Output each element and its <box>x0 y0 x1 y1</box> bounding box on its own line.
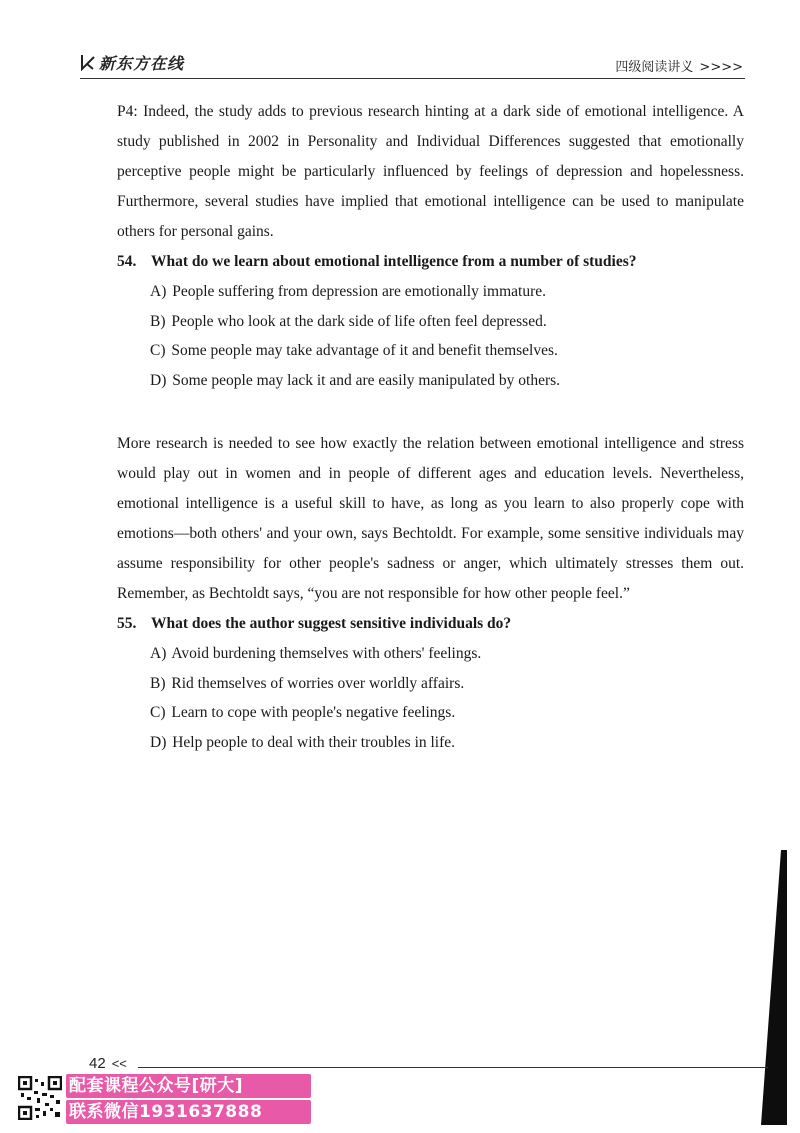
passage-p4: P4: Indeed, the study adds to previous research hinting at a dark side of emotional intelligence. A study published in 2002 in Personality and Individual Differences suggested that emotionally perceptive people might be particularly influenced by feelings of depression and hopelessness. Furthermore, several studies have implied that emotional intelligence can be used to manipulate others for personal gains. <box>117 103 744 240</box>
qr-code-icon <box>18 1076 62 1120</box>
page-number <box>89 1055 127 1072</box>
page-header <box>80 48 745 79</box>
option-letter: A) <box>150 645 167 662</box>
page-number-value: 42 <box>89 1055 106 1072</box>
option-text: People suffering from depression are emotionally immature. <box>172 283 546 300</box>
logo-text: 新东方在线 <box>99 53 185 73</box>
question-text: What do we learn about emotional intelligence from a number of studies? <box>151 253 637 270</box>
option-letter: D) <box>150 371 167 389</box>
option-text: Rid themselves of worries over worldly affairs. <box>171 674 465 692</box>
option-text: Learn to cope with people's negative feelings. <box>171 704 456 721</box>
question-54-options <box>150 277 744 395</box>
option-letter: B) <box>150 312 166 330</box>
footer-rule <box>138 1067 768 1068</box>
header-title <box>615 56 743 75</box>
option-a <box>150 277 744 307</box>
question-number: 55. <box>117 615 137 632</box>
option-letter: A) <box>150 283 167 300</box>
question-number: 54. <box>117 253 137 270</box>
option-b <box>150 307 744 337</box>
promo-line-2: 联系微信1931637888 <box>66 1100 311 1124</box>
option-text: Avoid burdening themselves with others' feelings. <box>171 645 482 662</box>
option-text: People who look at the dark side of life often feel depressed. <box>171 312 547 330</box>
logo-mark-icon <box>80 53 96 71</box>
header-arrows: >>>> <box>699 60 743 75</box>
page-content <box>117 97 744 757</box>
page-chevrons: << <box>111 1056 127 1071</box>
option-c <box>150 698 744 728</box>
question-55-options <box>150 639 744 757</box>
promo-banner <box>66 1074 311 1126</box>
option-letter: B) <box>150 674 166 692</box>
option-letter: C) <box>150 704 166 721</box>
option-d <box>150 728 744 758</box>
question-text: What does the author suggest sensitive individuals do? <box>151 615 512 632</box>
option-d <box>150 366 744 396</box>
option-text: Some people may take advantage of it and benefit themselves. <box>171 342 558 359</box>
option-letter: D) <box>150 733 167 751</box>
option-letter: C) <box>150 342 166 359</box>
option-b <box>150 669 744 699</box>
question-55 <box>117 609 744 639</box>
header-title-text: 四级阅读讲义 <box>615 60 694 75</box>
option-a <box>150 639 744 669</box>
promo-line-1: 配套课程公众号[研大] <box>66 1074 311 1098</box>
passage-p5: More research is needed to see how exactly the relation between emotional intelligence and stress would play out in women and in people of different ages and education levels. Nevertheless, emotional intelligence is a useful skill to have, as long as you learn to also properly cope with emotions—both others' and your own, says Bechtoldt. For example, some sensitive individuals may assume responsibility for other people's sadness or anger, which ultimately stresses them out. Remember, as Bechtoldt says, “you are not responsible for how other people feel.” <box>117 435 744 602</box>
question-54 <box>117 247 744 277</box>
option-text: Some people may lack it and are easily manipulated by others. <box>172 371 561 389</box>
option-c <box>150 336 744 366</box>
brand-logo <box>80 50 184 74</box>
option-text: Help people to deal with their troubles in life. <box>172 733 456 751</box>
scan-edge-mark <box>757 850 787 1125</box>
